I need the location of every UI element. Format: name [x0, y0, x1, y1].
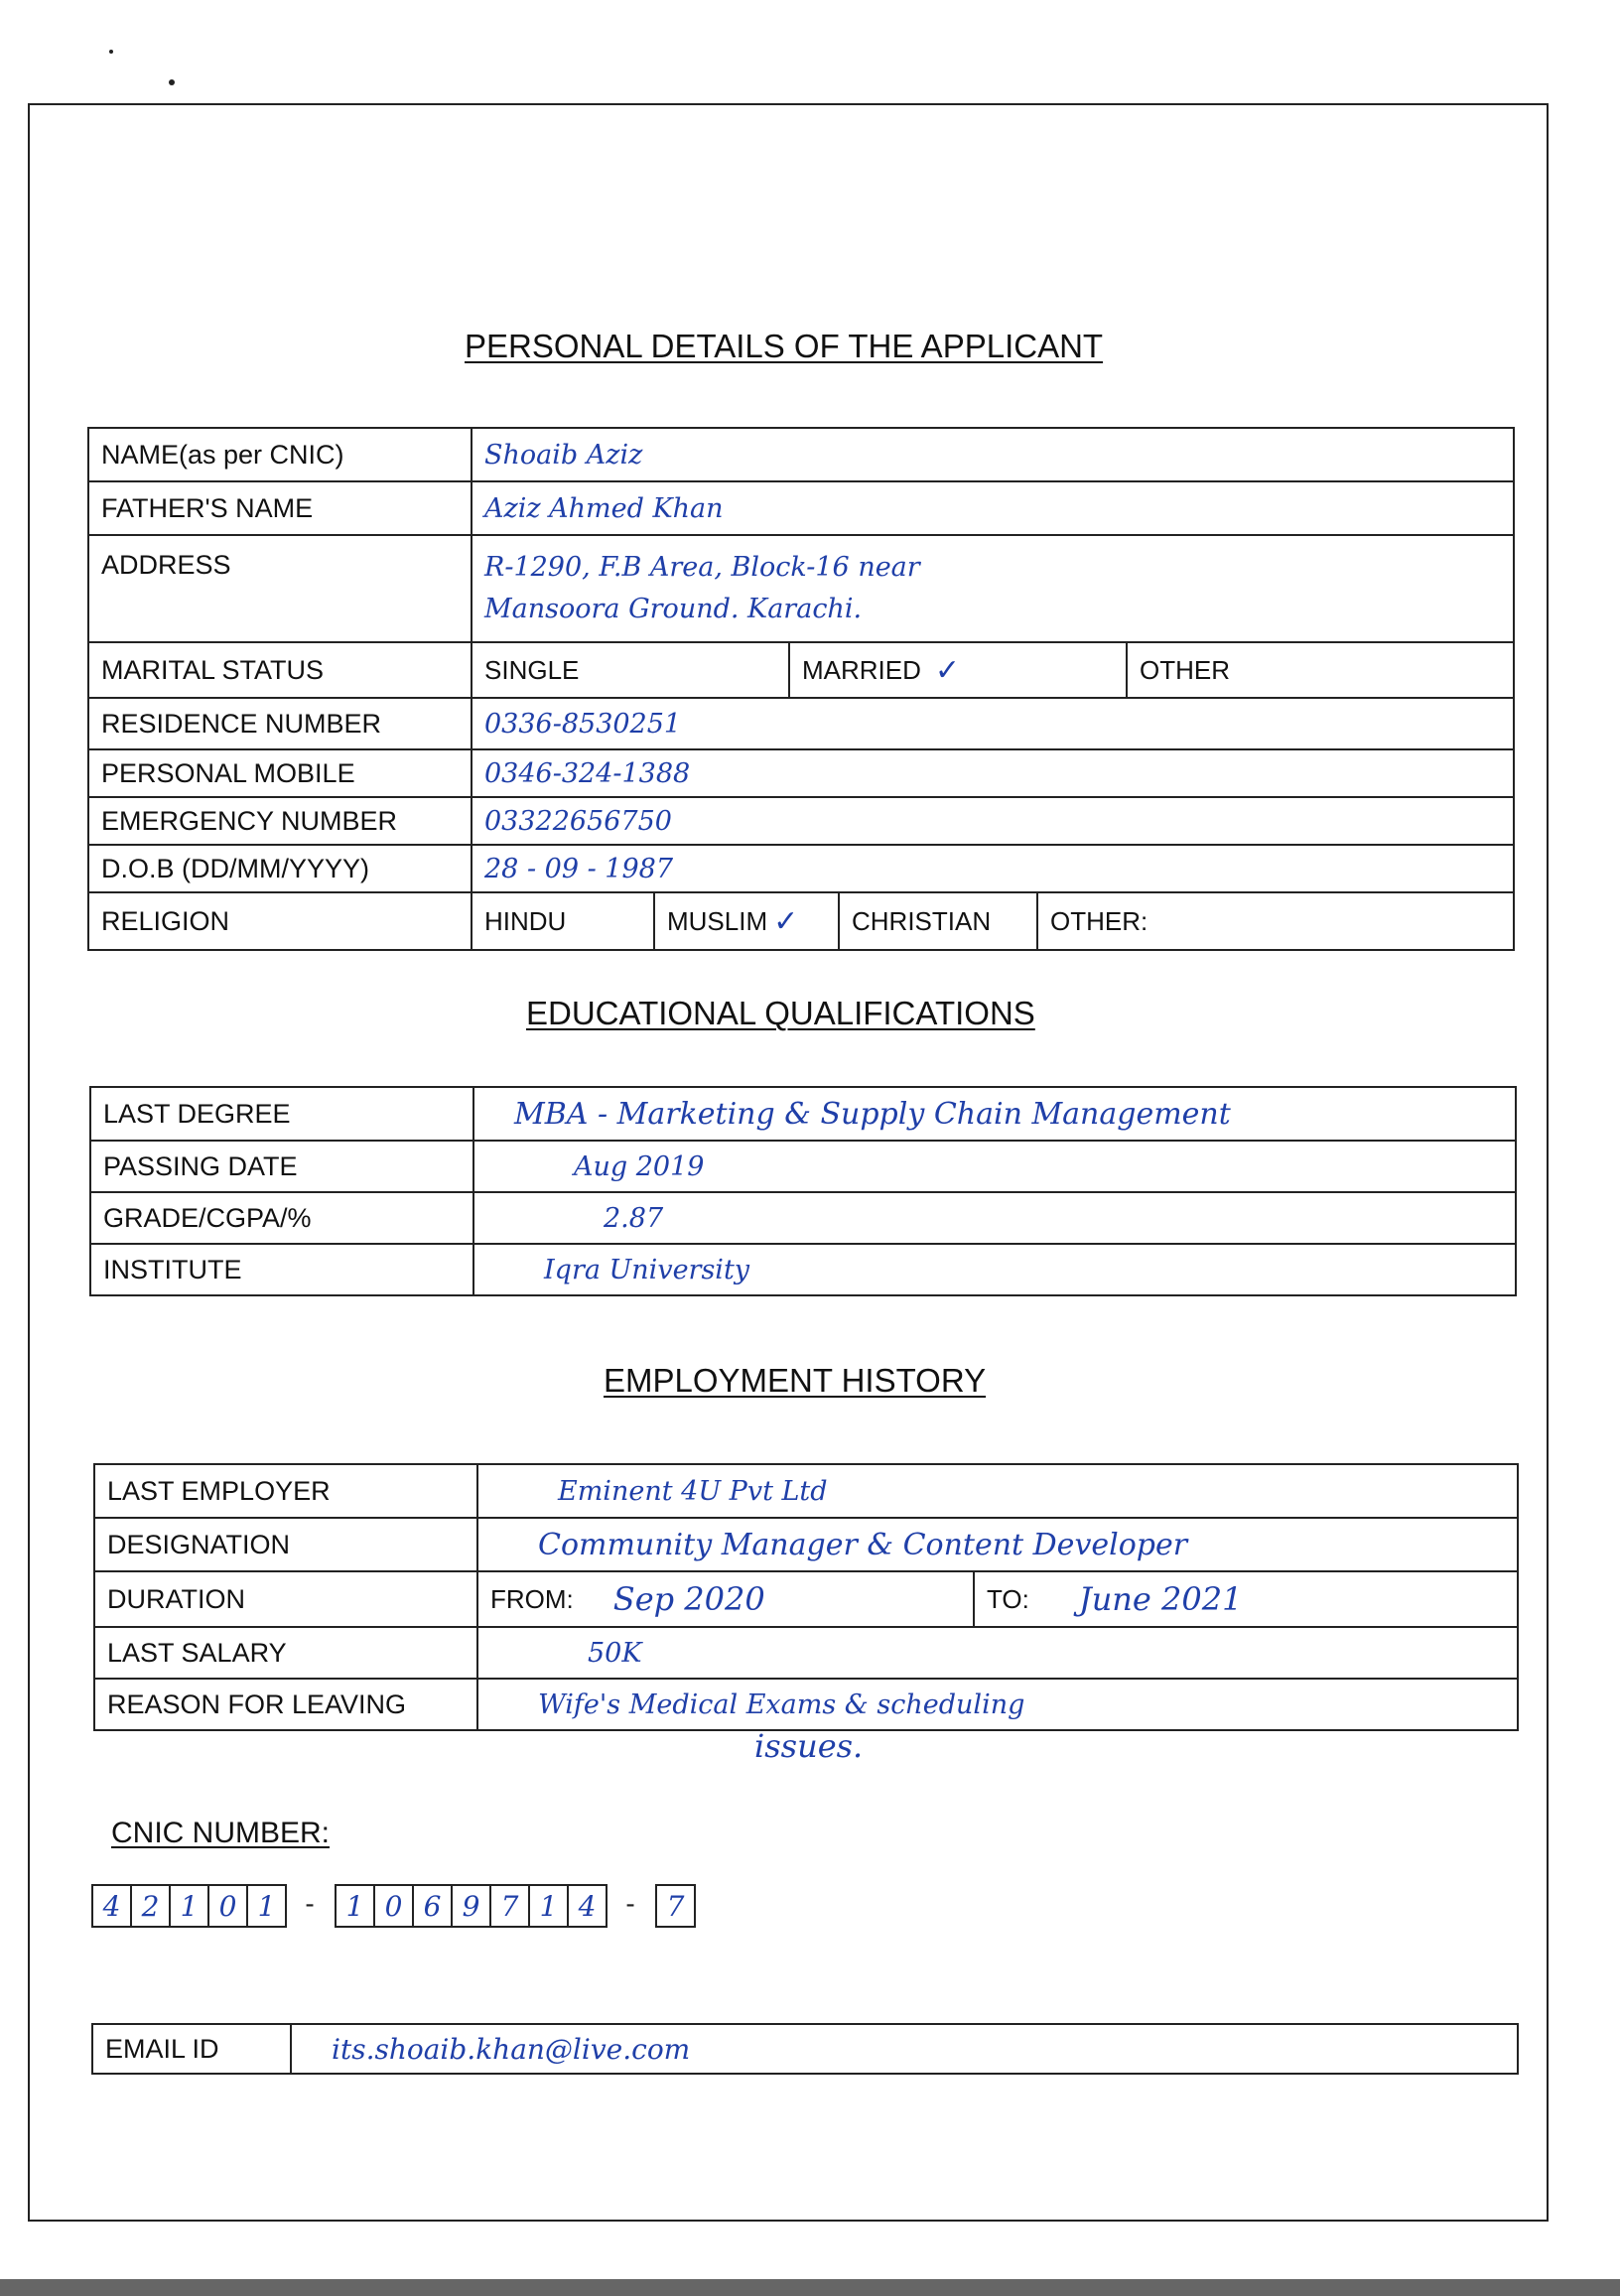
passing-date-label: PASSING DATE	[90, 1141, 473, 1192]
name-label: NAME(as per CNIC)	[88, 428, 472, 481]
table-row	[94, 1627, 1518, 1679]
marital-status-label: MARITAL STATUS	[88, 642, 472, 698]
grade-label: GRADE/CGPA/%	[90, 1192, 473, 1244]
reason-for-leaving-value: Wife's Medical Exams & scheduling	[477, 1679, 1518, 1730]
address-line-1: R-1290, F.B Area, Block-16 near	[484, 552, 920, 583]
table-row	[94, 1518, 1518, 1571]
from-label: FROM:	[490, 1583, 574, 1614]
reason-for-leaving-continuation: issues.	[754, 1727, 864, 1765]
table-row	[92, 2024, 1518, 2074]
scan-speck	[169, 79, 175, 85]
married-label: MARRIED	[802, 654, 921, 685]
religion-option-christian: CHRISTIAN	[840, 893, 1038, 949]
last-salary-value: 50K	[477, 1627, 1518, 1679]
email-value: its.shoaib.khan@live.com	[291, 2024, 1518, 2074]
duration-label: DURATION	[94, 1571, 477, 1627]
last-degree-value: MBA - Marketing & Supply Chain Management	[473, 1087, 1516, 1141]
dob-label: D.O.B (DD/MM/YYYY)	[88, 845, 472, 892]
personal-details-table	[87, 427, 1515, 951]
reason-for-leaving-label: REASON FOR LEAVING	[94, 1679, 477, 1730]
institute-value: Iqra University	[473, 1244, 1516, 1295]
table-row	[90, 1087, 1516, 1141]
cnic-digit: 6	[412, 1884, 453, 1928]
dob-value: 28 - 09 - 1987	[472, 845, 1514, 892]
employment-table	[93, 1463, 1519, 1731]
duration-from-cell	[478, 1572, 975, 1626]
cnic-digit: 7	[655, 1884, 696, 1928]
marital-option-single: SINGLE	[472, 643, 790, 697]
religion-label: RELIGION	[88, 892, 472, 950]
residence-number-value: 0336-8530251	[472, 698, 1514, 749]
passing-date-value: Aug 2019	[473, 1141, 1516, 1192]
address-value	[472, 535, 1514, 642]
duration-to-cell	[975, 1572, 1254, 1626]
education-heading: EDUCATIONAL QUALIFICATIONS	[526, 995, 1035, 1031]
marital-status-options	[472, 642, 1514, 698]
religion-option-muslim	[655, 893, 840, 949]
cnic-separator: -	[305, 1888, 315, 1919]
institute-label: INSTITUTE	[90, 1244, 473, 1295]
table-row	[88, 845, 1514, 892]
from-value: Sep 2020	[612, 1580, 765, 1618]
religion-options	[472, 892, 1514, 950]
to-label: TO:	[987, 1583, 1029, 1614]
personal-mobile-label: PERSONAL MOBILE	[88, 749, 472, 797]
marital-option-married	[790, 643, 1128, 697]
cnic-heading: CNIC NUMBER:	[111, 1817, 331, 1849]
address-label: ADDRESS	[88, 535, 472, 642]
duration-values	[477, 1571, 1518, 1627]
employment-heading: EMPLOYMENT HISTORY	[604, 1362, 987, 1399]
personal-mobile-value: 0346-324-1388	[472, 749, 1514, 797]
scan-bottom-strip	[0, 2279, 1620, 2296]
table-row	[90, 1244, 1516, 1295]
religion-option-other: OTHER:	[1050, 905, 1148, 936]
cnic-digit: 1	[528, 1884, 569, 1928]
table-row	[88, 797, 1514, 845]
muslim-label: MUSLIM	[667, 905, 768, 936]
table-row	[88, 892, 1514, 950]
table-row	[90, 1141, 1516, 1192]
grade-value: 2.87	[473, 1192, 1516, 1244]
cnic-separator: -	[625, 1888, 635, 1919]
married-check-icon: ✓	[934, 652, 961, 688]
address-line-2: Mansoora Ground. Karachi.	[484, 594, 863, 624]
designation-value: Community Manager & Content Developer	[477, 1518, 1518, 1571]
to-value: June 2021	[1078, 1580, 1243, 1618]
scan-speck	[109, 50, 113, 54]
fathers-name-value: Aziz Ahmed Khan	[472, 481, 1514, 535]
muslim-check-icon: ✓	[773, 903, 799, 939]
last-salary-label: LAST SALARY	[94, 1627, 477, 1679]
table-row	[88, 749, 1514, 797]
cnic-digit: 7	[489, 1884, 530, 1928]
cnic-digit: 0	[373, 1884, 414, 1928]
name-value: Shoaib Aziz	[472, 428, 1514, 481]
last-employer-label: LAST EMPLOYER	[94, 1464, 477, 1518]
last-degree-label: LAST DEGREE	[90, 1087, 473, 1141]
cnic-digit: 1	[335, 1884, 375, 1928]
cnic-number-boxes	[91, 1884, 694, 1928]
cnic-digit: 4	[567, 1884, 608, 1928]
table-row	[88, 698, 1514, 749]
cnic-digit: 0	[207, 1884, 248, 1928]
marital-option-other: OTHER	[1140, 654, 1230, 685]
cnic-digit: 9	[451, 1884, 491, 1928]
designation-label: DESIGNATION	[94, 1518, 477, 1571]
table-row	[88, 642, 1514, 698]
email-label: EMAIL ID	[92, 2024, 291, 2074]
table-row	[88, 535, 1514, 642]
cnic-digit: 1	[169, 1884, 209, 1928]
personal-details-heading: PERSONAL DETAILS OF THE APPLICANT	[465, 328, 1104, 364]
cnic-digit: 2	[130, 1884, 171, 1928]
table-row	[94, 1464, 1518, 1518]
table-row	[94, 1571, 1518, 1627]
emergency-number-label: EMERGENCY NUMBER	[88, 797, 472, 845]
cnic-digit: 1	[246, 1884, 287, 1928]
fathers-name-label: FATHER'S NAME	[88, 481, 472, 535]
email-table	[91, 2023, 1519, 2075]
religion-option-hindu: HINDU	[472, 893, 655, 949]
table-row	[94, 1679, 1518, 1730]
table-row	[88, 428, 1514, 481]
emergency-number-value: 03322656750	[472, 797, 1514, 845]
cnic-digit: 4	[91, 1884, 132, 1928]
education-table	[89, 1086, 1517, 1296]
table-row	[90, 1192, 1516, 1244]
residence-number-label: RESIDENCE NUMBER	[88, 698, 472, 749]
table-row	[88, 481, 1514, 535]
last-employer-value: Eminent 4U Pvt Ltd	[477, 1464, 1518, 1518]
